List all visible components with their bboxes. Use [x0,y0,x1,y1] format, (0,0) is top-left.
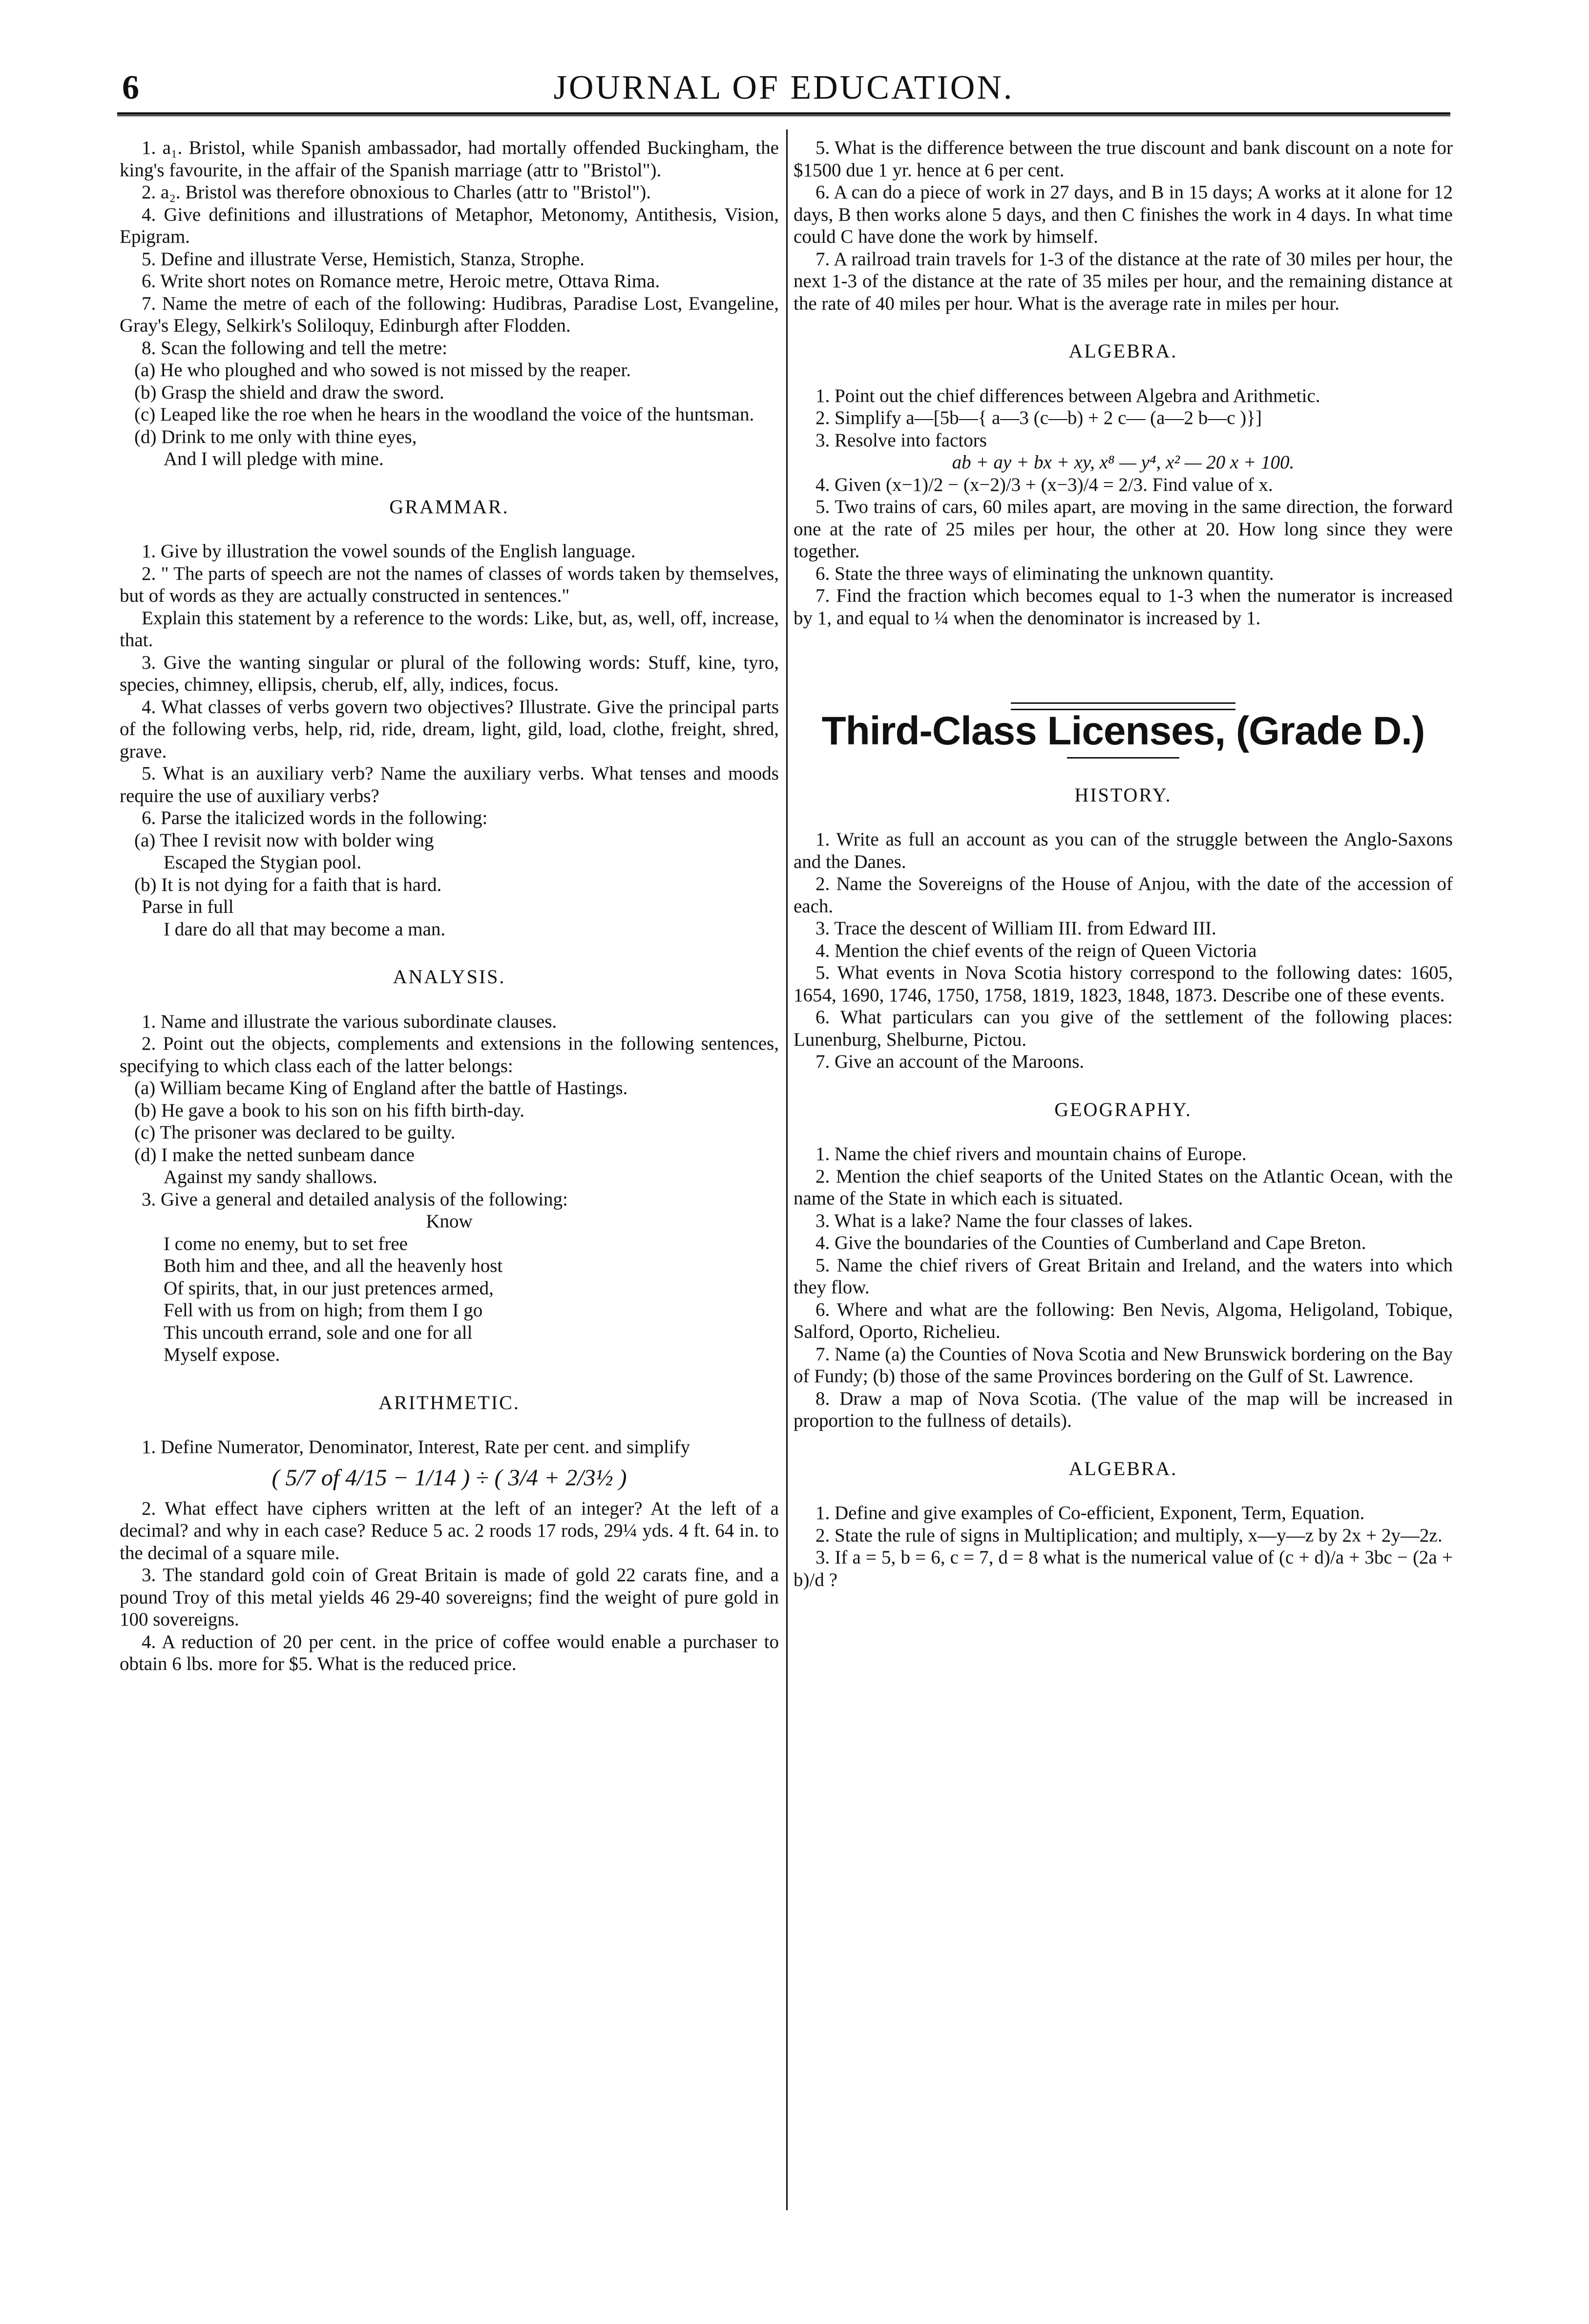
sub-item: (a) Thee I revisit now with bolder wing [134,829,434,851]
question: 2. Point out the objects, complements and extensions in the following sentences, specifying to which class each of the latter belongs: [120,1033,779,1077]
question: 5. Name the chief rivers of Great Britain and Ireland, and the waters into which they flow. [794,1254,1453,1298]
question: 7. Name (a) the Counties of Nova Scotia and New Brunswick bordering on the Bay of Fundy; (b) those of the same Provinces bordering on the Gulf of St. Lawrence. [794,1343,1453,1387]
question: 6. Parse the italicized words in the following: [142,807,488,828]
question: 8. Scan the following and tell the metre: [142,337,447,359]
question: 1. Define Numerator, Denominator, Interest, Rate per cent. and simplify [142,1437,690,1458]
question: 2. Name the Sovereigns of the House of Anjou, with the date of the accession of each. [794,873,1453,917]
left-column [120,137,779,1675]
question: 3. The standard gold coin of Great Britain is made of gold 22 carats fine, and a pound Troy of this metal yields 46 29-40 sovereigns; find the weight of pure gold in 100 sovereigns. [120,1564,779,1630]
question: Explain this statement by a reference to the words: Like, but, as, well, off, increase, that. [120,607,779,651]
licenses-title: Third-Class Licenses, (Grade D.) [821,709,1425,753]
question: 6. Where and what are the following: Ben Nevis, Algoma, Heligoland, Tobique, Salford, Oporto, Richelieu. [794,1299,1453,1342]
sub-item-line: I dare do all that may become a man. [164,918,446,940]
sub-item-line: And I will pledge with mine. [164,448,384,469]
question: 2. What effect have ciphers written at the left of an integer? At the left of a decimal? and why in each case? Reduce 5 ac. 2 roods 17 rods, 29¼ yds. 4 ft. 64 in. to the decimal of a square mile. [120,1498,779,1563]
question: 1. Write as full an account as you can of the struggle between the Anglo-Saxons and the Danes. [794,829,1453,872]
question: 3. Resolve into factors [815,429,987,451]
question: 7. Give an account of the Maroons. [815,1051,1085,1072]
section-heading-algebra-2: ALGEBRA. [1068,1457,1178,1479]
question: 2. a₂. Bristol was therefore obnoxious to Charles (attr to "Bristol"). [142,182,651,203]
poem-line: Know [426,1211,473,1232]
poem-line: This uncouth errand, sole and one for all [164,1322,473,1343]
math-expression: ab + ay + bx + xy, x⁸ — y⁴, x² — 20 x + 100. [952,452,1295,473]
question: 4. Given (x−1)/2 − (x−2)/3 + (x−3)/4 = 2/3. Find value of x. [815,474,1273,495]
section-heading-algebra: ALGEBRA. [1068,340,1178,362]
sub-item: (a) He who ploughed and who sowed is not missed by the reaper. [134,359,631,380]
section-heading-arithmetic: ARITHMETIC. [378,1391,520,1414]
poem-line: I come no enemy, but to set free [164,1233,408,1254]
question: 6. What particulars can you give of the settlement of the following places: Lunenburg, Shelburne, Pictou. [794,1007,1453,1050]
question: 3. Give the wanting singular or plural of the following words: Stuff, kine, tyro, species, chimney, ellipsis, cherub, elf, ally, indices, focus. [120,652,779,695]
question: 4. What classes of verbs govern two objectives? Illustrate. Give the principal parts of the following verbs, help, rid, ride, dream, light, gild, load, clothe, freight, shred, grave. [120,696,779,762]
question: 5. Two trains of cars, 60 miles apart, are moving in the same direction, the forward one at the rate of 25 miles per hour, the other at 20. How long since they were together. [794,496,1453,562]
short-rule [1067,757,1179,759]
section-heading-history: HISTORY. [1074,783,1172,806]
question: 5. What is an auxiliary verb? Name the auxiliary verbs. What tenses and moods require the use of auxiliary verbs? [120,763,779,806]
question: 2. " The parts of speech are not the names of classes of words taken by themselves, but of words as they are actually constructed in sentences." [120,563,779,606]
question: 1. Give by illustration the vowel sounds of the English language. [142,541,636,562]
question: 7. Name the metre of each of the following: Hudibras, Paradise Lost, Evangeline, Gray's Elegy, Selkirk's Soliloquy, Edinburgh after Flodden. [120,293,779,336]
journal-title: JOURNAL OF EDUCATION. [553,69,1014,106]
question: 1. Point out the chief differences between Algebra and Arithmetic. [815,385,1320,406]
page-header [117,68,1450,115]
sub-item-line: Escaped the Stygian pool. [164,852,362,873]
header-rule [117,115,1450,116]
poem-line: Fell with us from on high; from them I go [164,1300,483,1321]
section-heading-geography: GEOGRAPHY. [1054,1098,1192,1120]
poem-line: Myself expose. [164,1344,280,1365]
question: 5. Define and illustrate Verse, Hemistich, Stanza, Strophe. [142,248,585,270]
sub-item: (b) He gave a book to his son on his fifth birth-day. [134,1099,524,1121]
question: 4. Give the boundaries of the Counties of Cumberland and Cape Breton. [815,1232,1366,1253]
question: 2. Mention the chief seaports of the United States on the Atlantic Ocean, with the name of the State in which each is situated. [794,1165,1453,1209]
question: 3. Give a general and detailed analysis of the following: [142,1188,568,1210]
question: 5. What events in Nova Scotia history correspond to the following dates: 1605, 1654, 1690, 1746, 1750, 1758, 1819, 1823, 1848, 1873. Describe one of these events. [794,962,1453,1006]
question: 3. What is a lake? Name the four classes of lakes. [815,1210,1193,1231]
question: 2. Simplify a—[5b—{ a—3 (c—b) + 2 c— (a—2 b—c )}] [815,407,1262,428]
question: 7. Find the fraction which becomes equal to 1-3 when the numerator is increased by 1, and equal to ¼ when the denominator is increased by 1. [794,585,1453,629]
question: 1. a₁. Bristol, while Spanish ambassador, had mortally offended Buckingham, the king's favourite, in the affair of the Spanish marriage (attr to "Bristol"). [120,137,779,181]
question: 7. A railroad train travels for 1-3 of the distance at the rate of 30 miles per hour, the next 1-3 of the distance at the rate of 35 miles per hour, and the remaining distance at the rate of 40 miles per hour. What is the average rate in miles per hour. [794,248,1453,314]
question: 8. Draw a map of Nova Scotia. (The value of the map will be increased in proportion to the fullness of details). [794,1388,1453,1431]
column-divider [786,129,788,2210]
right-column [794,137,1453,1591]
section-heading-analysis: ANALYSIS. [393,966,506,988]
sub-item: (b) It is not dying for a faith that is hard. [134,874,442,895]
math-expression: ( 5/7 of 4/15 − 1/14 ) ÷ ( 3/4 + 2/3½ ) [272,1464,627,1491]
sub-item: (c) The prisoner was declared to be guilty. [134,1122,456,1143]
section-heading-grammar: GRAMMAR. [389,495,509,518]
sub-item-line: Against my sandy shallows. [164,1166,377,1187]
question: 1. Name and illustrate the various subordinate clauses. [142,1011,557,1032]
sub-item: (b) Grasp the shield and draw the sword. [134,381,444,403]
question: 3. Trace the descent of William III. from Edward III. [815,918,1216,939]
sub-item: Parse in full [142,896,234,917]
question: 5. What is the difference between the true discount and bank discount on a note for $1500 due 1 yr. hence at 6 per cent. [794,137,1453,181]
sub-item: (d) I make the netted sunbeam dance [134,1144,415,1165]
question: 4. Mention the chief events of the reign of Queen Victoria [815,940,1257,961]
sub-item: (a) William became King of England after the battle of Hastings. [134,1077,628,1099]
sub-item: (d) Drink to me only with thine eyes, [134,426,417,447]
question: 1. Name the chief rivers and mountain chains of Europe. [815,1143,1247,1164]
page-number: 6 [122,69,139,106]
question: 4. A reduction of 20 per cent. in the price of coffee would enable a purchaser to obtain 6 lbs. more for $5. What is the reduced price. [120,1631,779,1674]
poem-line: Of spirits, that, in our just pretences armed, [164,1277,494,1299]
sub-item: (c) Leaped like the roe when he hears in the woodland the voice of the huntsman. [134,404,754,425]
poem-line: Both him and thee, and all the heavenly host [164,1255,503,1276]
question: 6. State the three ways of eliminating the unknown quantity. [815,563,1274,584]
question: 1. Define and give examples of Co-efficient, Exponent, Term, Equation. [815,1502,1365,1523]
question: 6. Write short notes on Romance metre, Heroic metre, Ottava Rima. [142,271,660,292]
question: 6. A can do a piece of work in 27 days, and B in 15 days; A works at it alone for 12 days, B then works alone 5 days, and then C finishes the work in 4 days. In what time could C have done the work by himself. [794,182,1453,247]
question: 4. Give definitions and illustrations of Metaphor, Metonomy, Antithesis, Vision, Epigram. [120,204,779,247]
question: 3. If a = 5, b = 6, c = 7, d = 8 what is the numerical value of (c + d)/a + 3bc − (2a + b)/d ? [794,1547,1453,1590]
question: 2. State the rule of signs in Multiplication; and multiply, x—y—z by 2x + 2y—2z. [815,1524,1443,1546]
